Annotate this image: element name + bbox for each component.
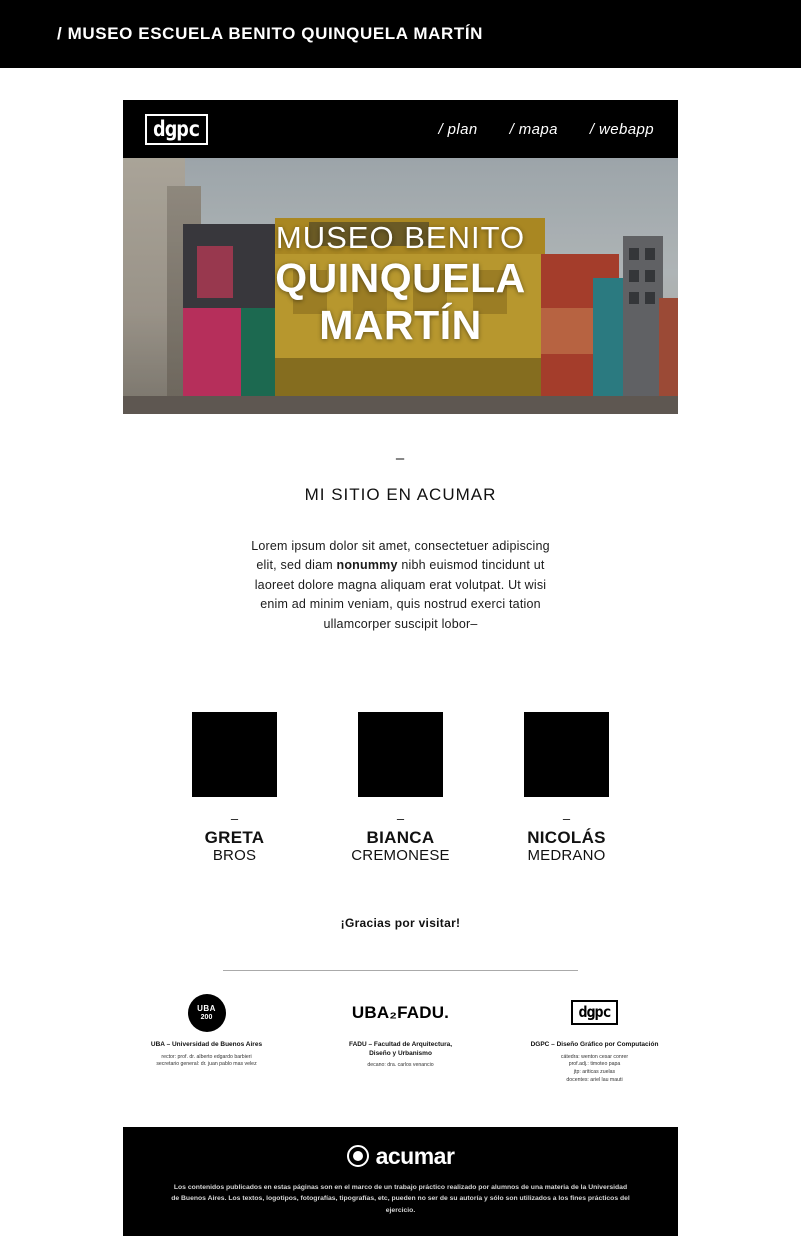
hero-title-line-3: MARTÍN	[319, 302, 482, 349]
section-title: MI SITIO EN ACUMAR	[304, 485, 497, 504]
hero-text	[123, 222, 678, 347]
intro-paragraph	[246, 537, 556, 634]
fadu-logo	[326, 993, 476, 1033]
intro-paragraph-part-1: Lorem ipsum dolor sit amet, consectetuer adipiscing elit, sed diam	[251, 539, 550, 573]
hero-title-line-1: MUSEO BENITO	[275, 220, 526, 255]
nav-links	[439, 121, 664, 138]
acumar-circle-icon	[347, 1145, 369, 1167]
team-member-last-name: MEDRANO	[527, 846, 606, 864]
fadu-logo-text: UBA₂FADU.	[351, 1002, 450, 1022]
team-member-photo	[358, 712, 443, 797]
credits-divider	[223, 970, 578, 971]
credit-fadu	[326, 993, 476, 1085]
dgpc-logo[interactable]	[145, 114, 208, 145]
site-footer	[123, 1127, 678, 1236]
main-content	[123, 450, 678, 1105]
nav-link-plan[interactable]: / plan	[438, 120, 478, 138]
team-section	[123, 712, 678, 864]
credits-section	[123, 993, 678, 1085]
acumar-logo[interactable]	[123, 1143, 678, 1170]
hero-section	[123, 158, 678, 414]
team-member	[164, 712, 306, 864]
team-member-first-name: GRETA	[204, 827, 265, 847]
team-member-last-name: BROS	[212, 846, 257, 864]
credit-title: UBA – Universidad de Buenos Aires	[150, 1040, 263, 1048]
hero-title-line-2: QUINQUELA	[275, 255, 526, 301]
page-wrapper	[0, 68, 801, 1214]
dgpc-logo-box	[571, 1000, 617, 1025]
thanks-message: ¡Gracias por visitar!	[340, 915, 461, 930]
credit-title: FADU – Facultad de Arquitectura, Diseño y Urbanismo	[348, 1040, 453, 1057]
dgpc-credit-logo-text: dgpc	[578, 1003, 611, 1022]
team-member	[330, 712, 472, 864]
credit-subtitle: cátedra: wenton cesar conrer prof.adj.: timoteo papa jtp: ariticas zuelas docentes: ariel lau mauti	[560, 1053, 629, 1084]
dgpc-credit-logo	[520, 993, 670, 1033]
uba-logo-line-1: UBA	[197, 1003, 216, 1013]
team-member-dash: –	[230, 810, 239, 826]
team-member-first-name: BIANCA	[366, 827, 435, 847]
credit-subtitle: rector: prof. dr. alberto edgardo barbieri secretario general: dr. juan pablo mas velez	[156, 1053, 257, 1068]
acumar-logo-text: acumar	[375, 1142, 455, 1169]
credit-uba	[132, 993, 282, 1085]
site-frame	[123, 100, 678, 1236]
top-banner	[0, 0, 801, 68]
uba-logo-line-2: 200	[200, 1013, 213, 1021]
team-member	[496, 712, 638, 864]
team-member-photo	[524, 712, 609, 797]
top-banner-title: / MUSEO ESCUELA BENITO QUINQUELA MARTÍN	[57, 24, 484, 43]
nav-link-mapa[interactable]: / mapa	[509, 120, 558, 138]
credit-subtitle: decano: dra. carlos venancio	[367, 1062, 434, 1069]
team-member-first-name: NICOLÁS	[527, 827, 606, 847]
site-navbar	[123, 100, 678, 158]
intro-paragraph-part-2: nibh euismod tincidunt ut laoreet dolore magna aliquam erat volutpat. Ut wisi enim ad minim veniam, quis nostrud exerci tation ullamcorper suscipit lobor–	[254, 558, 547, 631]
team-member-dash: –	[562, 810, 571, 826]
team-member-last-name: CREMONESE	[351, 846, 450, 864]
team-member-photo	[192, 712, 277, 797]
team-member-dash: –	[396, 810, 405, 826]
section-dash: –	[395, 450, 406, 467]
credit-title: DGPC – Diseño Gráfico por Computación	[530, 1040, 659, 1048]
footer-disclaimer: Los contenidos publicados en estas páginas son en el marco de un trabajo práctico realizado por alumnos de una materia de la Universidad de Buenos Aires. Los textos, logotipos, fotografías, tipografías, etc, pueden no ser de su autoría y sólo son utilizados a los fines prácticos del ejercicio.	[171, 1183, 630, 1214]
intro-paragraph-bold: nonummy	[336, 558, 398, 573]
nav-link-webapp[interactable]: / webapp	[589, 120, 654, 138]
credit-dgpc	[520, 993, 670, 1085]
uba-circle-icon	[188, 994, 226, 1032]
uba-logo	[132, 993, 282, 1033]
dgpc-logo-text: dgpc	[153, 116, 200, 141]
